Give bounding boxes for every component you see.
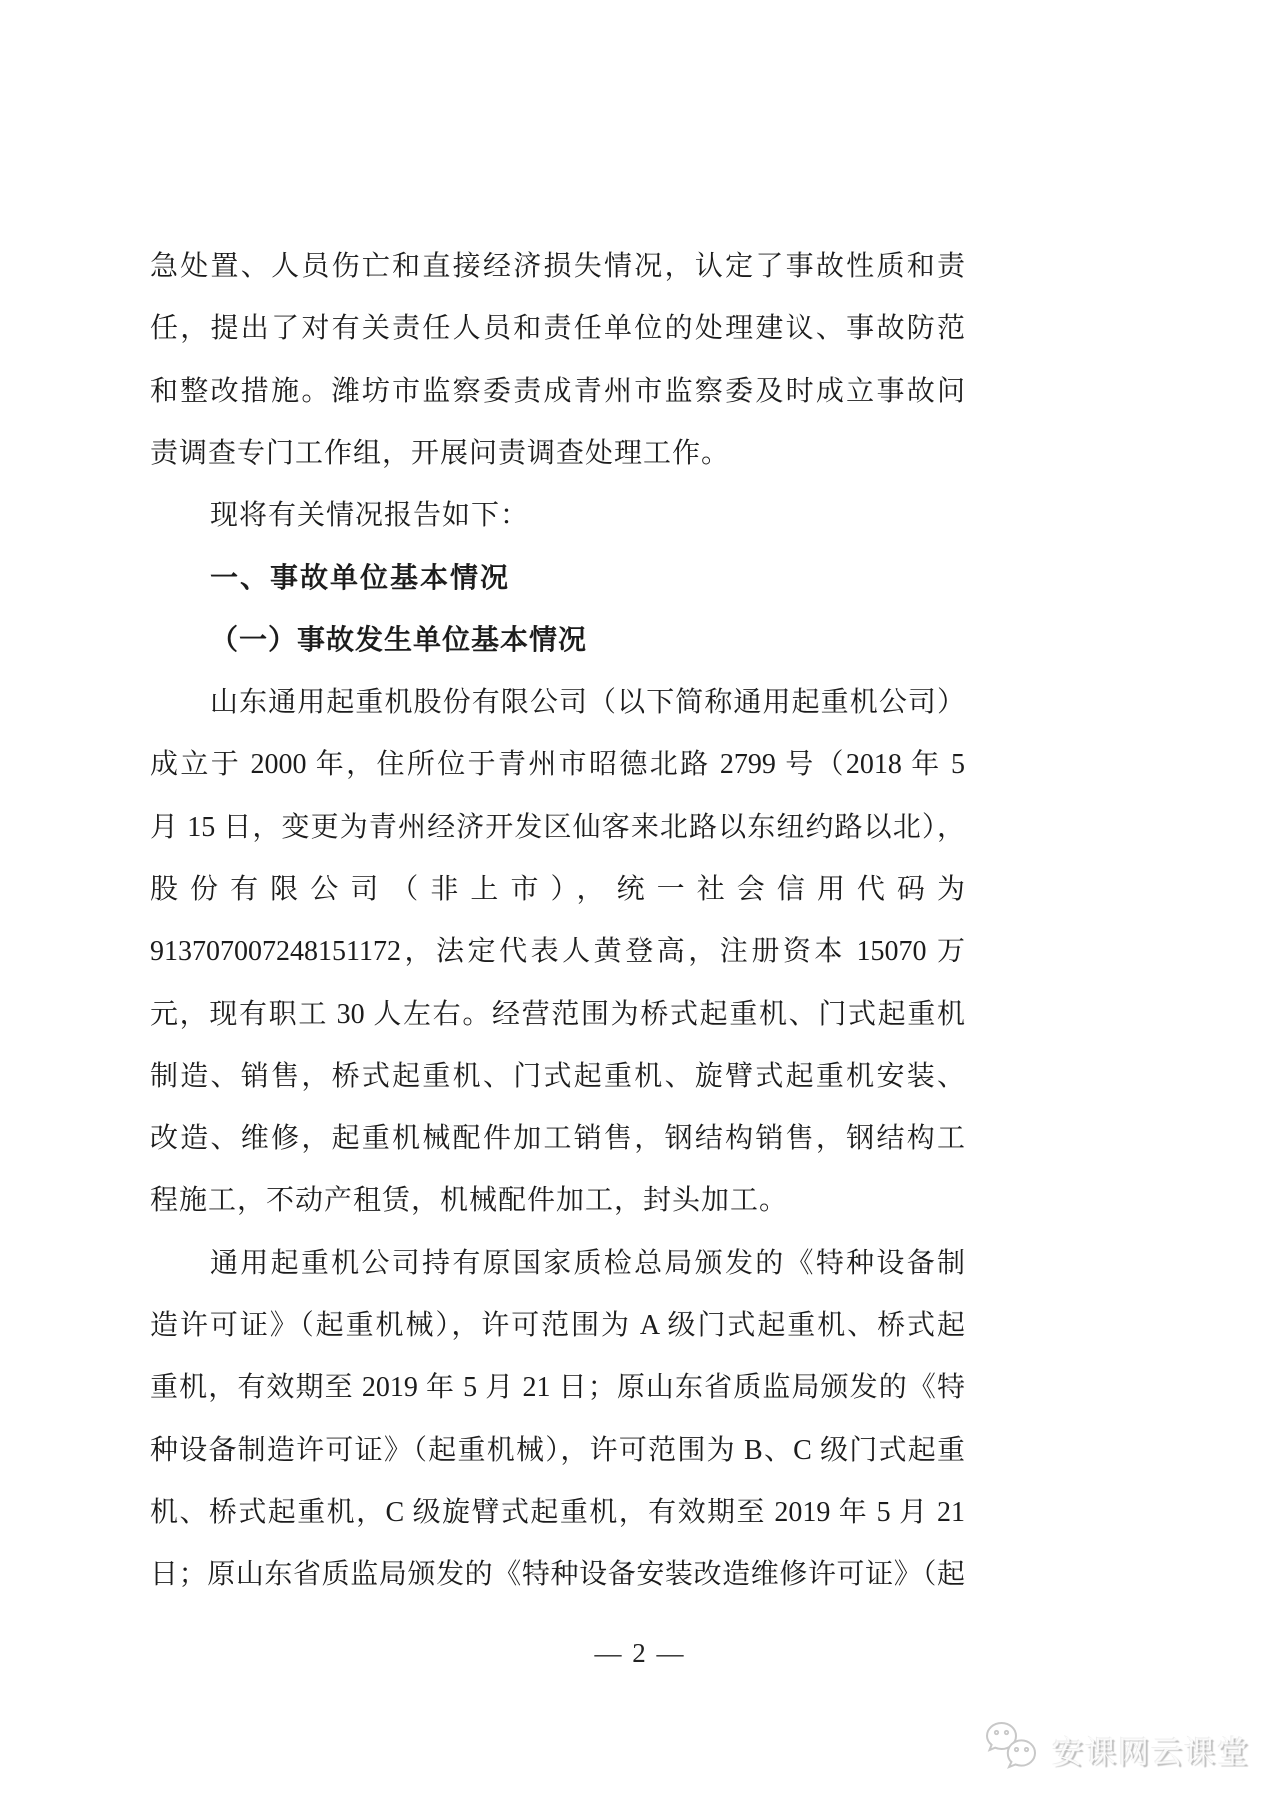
text-line: 重机，有效期至 2019 年 5 月 21 日；原山东省质监局颁发的《特 [150,1372,965,1404]
text-line: 造许可证》（起重机械），许可范围为 A 级门式起重机、桥式起 [150,1310,965,1342]
text-line: 和整改措施。潍坊市监察委责成青州市监察委及时成立事故问 [150,375,965,407]
text-line: 任，提出了对有关责任人员和责任单位的处理建议、事故防范 [150,313,965,345]
text-line: 种设备制造许可证》（起重机械），许可范围为 B、C 级门式起重 [150,1434,965,1466]
watermark-brand: 安课网云课堂 [1052,1734,1250,1770]
document-body [150,236,965,1607]
text-line: 制造、销售，桥式起重机、门式起重机、旋臂式起重机安装、 [150,1060,965,1092]
text-line: 元，现有职工 30 人左右。经营范围为桥式起重机、门式起重机 [150,998,965,1030]
text-line: 程施工，不动产租赁，机械配件加工，封头加工。 [150,1185,789,1217]
text-line: 日；原山东省质监局颁发的《特种设备安装改造维修许可证》（起 [150,1559,965,1591]
text-line: 股份有限公司（非上市），统一社会信用代码为 [150,873,965,905]
watermark [982,1720,1250,1778]
text-line: 改造、维修，起重机械配件加工销售，钢结构销售，钢结构工 [150,1123,965,1155]
text-line: 现将有关情况报告如下： [210,500,530,532]
text-line: 责调查专门工作组，开展问责调查处理工作。 [150,437,731,469]
text-line: 通用起重机公司持有原国家质检总局颁发的《特种设备制 [210,1247,965,1279]
page-number: — 2 — [594,1638,686,1668]
section-heading: （一）事故发生单位基本情况 [210,624,588,656]
text-line: 机、桥式起重机，C 级旋臂式起重机，有效期至 2019 年 5 月 21 [150,1496,965,1528]
text-line: 913707007248151172，法定代表人黄登高，注册资本 15070 万 [150,936,965,968]
text-line: 月 15 日，变更为青州经济开发区仙客来北路以东纽约路以北）， [150,811,965,843]
text-line: 急处置、人员伤亡和直接经济损失情况，认定了事故性质和责 [150,251,965,282]
chat-bubbles-icon [982,1720,1040,1778]
section-heading: 一、事故单位基本情况 [210,562,511,594]
text-line: 成立于 2000 年，住所位于青州市昭德北路 2799 号（2018 年 5 [150,749,965,781]
text-line: 山东通用起重机股份有限公司（以下简称通用起重机公司） [210,687,965,719]
